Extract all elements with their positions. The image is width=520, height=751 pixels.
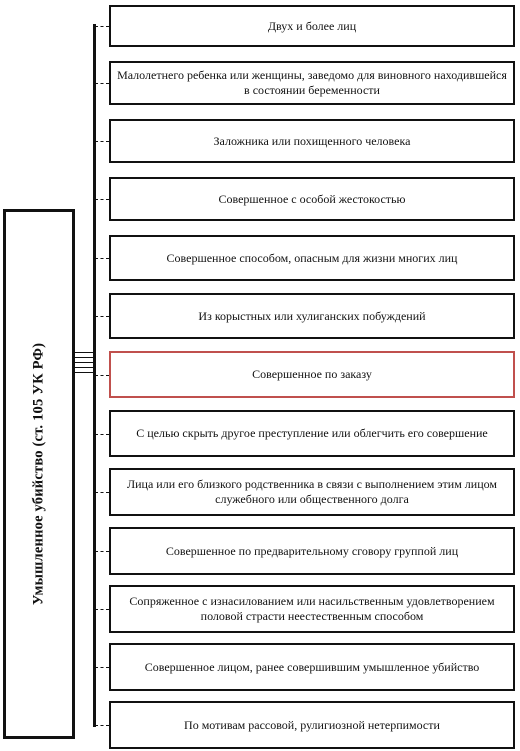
diagram-item-label: Совершенное способом, опасным для жизни многих лиц <box>166 250 458 265</box>
diagram-item-label: Совершенное с особой жестокостью <box>218 191 406 206</box>
diagram-item-label: Лица или его близкого родственника в связи с выполнением этим лицом служебного или общественного долга <box>127 477 497 506</box>
diagram-item-label: Сопряженное с изнасилованием или насильственным удовлетворением половой страсти неестественным способом <box>129 594 495 623</box>
diagram-item-label: Совершенное по предварительному сговору группой лиц <box>165 543 459 558</box>
diagram-item-box <box>109 177 515 221</box>
diagram-item-box <box>109 5 515 47</box>
diagram-item-box <box>109 293 515 339</box>
root-connector-stub <box>75 372 94 373</box>
connector-branch <box>95 375 109 377</box>
diagram-item-box <box>109 527 515 575</box>
connector-branch <box>95 551 109 553</box>
diagram-item-box <box>109 585 515 633</box>
connector-branch <box>95 434 109 436</box>
connector-branch <box>95 667 109 669</box>
root-box <box>3 209 75 739</box>
diagram-item-box <box>109 701 515 749</box>
connector-branch <box>95 492 109 494</box>
diagram-item-label: Двух и более лиц <box>267 18 357 33</box>
root-connector-stub <box>75 357 94 358</box>
diagram-item-box <box>109 468 515 516</box>
root-label: Умышленное убийство (ст. 105 УК РФ) <box>30 342 47 606</box>
diagram-item-box <box>109 643 515 691</box>
diagram-item-label: Малолетнего ребенка или женщины, заведомо для виновного находившейся в состоянии беременности <box>117 68 507 97</box>
connector-branch <box>95 725 109 727</box>
root-connector-stub <box>75 352 94 353</box>
diagram-item-box <box>109 61 515 105</box>
diagram-item-label: С целью скрыть другое преступление или облегчить его совершение <box>136 426 488 440</box>
diagram-item-label: По мотивам рассовой, рулигиозной нетерпимости <box>184 717 440 732</box>
diagram-item-box <box>109 119 515 163</box>
diagram-item-label: Заложника или похищенного человека <box>213 133 411 148</box>
root-connector-stub <box>75 362 94 363</box>
diagram-item-box <box>109 351 515 398</box>
diagram-item-box <box>109 410 515 457</box>
root-connector-stub <box>75 367 94 368</box>
connector-branch <box>95 609 109 611</box>
connector-branch <box>95 141 109 143</box>
diagram-item-label: Из корыстных или хулиганских побуждений <box>198 308 426 323</box>
connector-branch <box>95 316 109 318</box>
diagram-item-box <box>109 235 515 281</box>
connector-branch <box>95 83 109 85</box>
connector-branch <box>95 26 109 28</box>
connector-branch <box>95 258 109 260</box>
diagram-item-label: Совершенное лицом, ранее совершившим умышленное убийство <box>144 659 480 674</box>
diagram-item-label: Совершенное по заказу <box>252 367 372 381</box>
connector-branch <box>95 199 109 201</box>
